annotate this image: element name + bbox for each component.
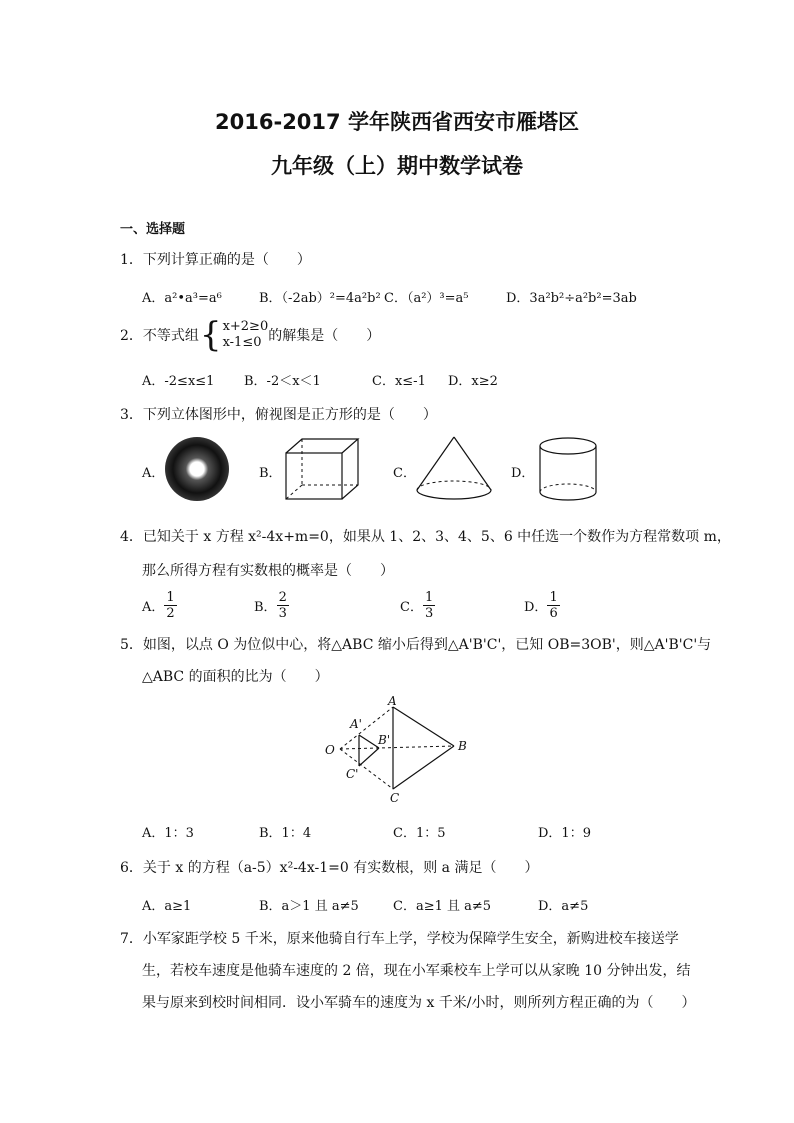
option-b-label: B． bbox=[254, 600, 277, 615]
question-2-option-b: B．-2＜x＜1 bbox=[244, 374, 321, 389]
homothety-figure bbox=[318, 694, 478, 812]
fraction-c-numerator: 1 bbox=[424, 590, 434, 605]
question-5-line-1: 5．如图，以点 O 为位似中心，将△ABC 缩小后得到△A'B'C'，已知 OB=3OB'，则△A'B'C'与 bbox=[120, 637, 712, 653]
question-1-stem: 1．下列计算正确的是（ ） bbox=[120, 252, 311, 268]
label-b-prime: B' bbox=[378, 733, 391, 747]
title-line-2: 九年级（上）期中数学试卷 bbox=[271, 154, 523, 178]
section-heading: 一、选择题 bbox=[120, 222, 186, 237]
question-2-option-a: A．-2≤x≤1 bbox=[142, 374, 215, 389]
fraction-c-denominator: 3 bbox=[424, 606, 434, 621]
question-3-stem: 3．下列立体图形中，俯视图是正方形的是（ ） bbox=[120, 407, 437, 423]
segment-bc bbox=[393, 746, 454, 789]
label-a-prime: A' bbox=[350, 717, 362, 731]
question-1-option-d: D．3a²b²÷a²b²=3ab bbox=[506, 291, 637, 306]
cone-figure bbox=[414, 434, 494, 504]
inequality-row-1: x+2≥0 bbox=[222, 319, 269, 334]
option-c-label: C． bbox=[400, 600, 423, 615]
question-7-line-3: 果与原来到校时间相同．设小军骑车的速度为 x 千米/小时，则所列方程正确的为（ ） bbox=[142, 995, 696, 1011]
question-5-option-a: A．1：3 bbox=[142, 826, 194, 841]
inequality-system bbox=[223, 319, 269, 351]
question-1-option-a: A．a²•a³=a⁶ bbox=[142, 291, 222, 306]
segment-b1c1 bbox=[359, 748, 379, 766]
brace-glyph: { bbox=[199, 315, 222, 355]
question-5-option-d: D．1：9 bbox=[538, 826, 591, 841]
inequality-row-2: x-1≤0 bbox=[222, 335, 262, 350]
fraction-c bbox=[423, 590, 435, 621]
question-3-option-d: D． bbox=[511, 466, 535, 481]
question-2-suffix: 的解集是（ ） bbox=[268, 328, 381, 344]
fraction-d-numerator: 1 bbox=[549, 590, 558, 605]
label-o: O bbox=[325, 743, 335, 757]
question-6-option-c: C．a≥1 且 a≠5 bbox=[393, 899, 492, 914]
fraction-d bbox=[547, 590, 559, 621]
question-2-stem bbox=[120, 315, 381, 355]
question-2-option-d: D．x≥2 bbox=[448, 374, 498, 389]
segment-ab bbox=[393, 707, 454, 746]
ray-ob bbox=[340, 746, 454, 749]
fraction-b-denominator: 3 bbox=[278, 606, 287, 621]
question-4-option-d bbox=[524, 590, 560, 621]
question-3-option-a: A． bbox=[142, 466, 165, 481]
question-6-option-a: A．a≥1 bbox=[142, 899, 192, 914]
question-2-prefix: 2．不等式组 bbox=[120, 328, 199, 344]
question-6-stem: 6．关于 x 的方程（a-5）x²-4x-1=0 有实数根，则 a 满足（ ） bbox=[120, 860, 539, 876]
fraction-b-numerator: 2 bbox=[278, 590, 287, 605]
label-c: C bbox=[390, 791, 400, 805]
sphere-figure bbox=[164, 436, 230, 502]
question-6-option-d: D．a≠5 bbox=[538, 899, 589, 914]
fraction-a bbox=[164, 590, 176, 621]
fraction-b bbox=[277, 590, 289, 621]
option-a-label: A． bbox=[142, 600, 165, 615]
question-5-line-2: △ABC 的面积的比为（ ） bbox=[142, 669, 329, 685]
cube-figure bbox=[282, 437, 362, 503]
question-4-line-2: 那么所得方程有实数根的概率是（ ） bbox=[142, 563, 394, 579]
title-line-1: 2016-2017 学年陕西省西安市雁塔区 bbox=[215, 110, 579, 134]
fraction-d-denominator: 6 bbox=[549, 606, 558, 621]
question-5-option-c: C．1：5 bbox=[393, 826, 446, 841]
question-4-line-1: 4．已知关于 x 方程 x²-4x+m=0，如果从 1、2、3、4、5、6 中任选一个数作为方程常数项 m， bbox=[120, 529, 731, 545]
question-5-option-b: B．1：4 bbox=[259, 826, 312, 841]
label-c-prime: C' bbox=[346, 767, 359, 781]
fraction-a-denominator: 2 bbox=[166, 606, 175, 621]
question-7-line-1: 7．小军家距学校 5 千米，原来他骑自行车上学，学校为保障学生安全，新购进校车接送学 bbox=[120, 931, 679, 947]
question-2-option-c: C．x≤-1 bbox=[372, 374, 426, 389]
question-4-option-b bbox=[254, 590, 289, 621]
question-4-option-a bbox=[142, 590, 177, 621]
cylinder-figure bbox=[536, 436, 600, 504]
label-a: A bbox=[388, 694, 397, 708]
question-3-option-b: B． bbox=[259, 466, 282, 481]
fraction-a-numerator: 1 bbox=[166, 590, 175, 605]
question-4-option-c bbox=[400, 590, 435, 621]
label-b: B bbox=[458, 739, 467, 753]
question-1-option-c: C．（a²）³=a⁵ bbox=[384, 291, 469, 306]
question-7-line-2: 生，若校车速度是他骑车速度的 2 倍，现在小军乘校车上学可以从家晚 10 分钟出发，结 bbox=[142, 963, 691, 979]
option-d-label: D． bbox=[524, 600, 548, 615]
question-1-option-b: B．（-2ab）²=4a²b² bbox=[259, 291, 381, 306]
segment-a1b1 bbox=[359, 735, 379, 748]
question-6-option-b: B．a＞1 且 a≠5 bbox=[259, 899, 359, 914]
question-3-option-c: C． bbox=[393, 466, 416, 481]
